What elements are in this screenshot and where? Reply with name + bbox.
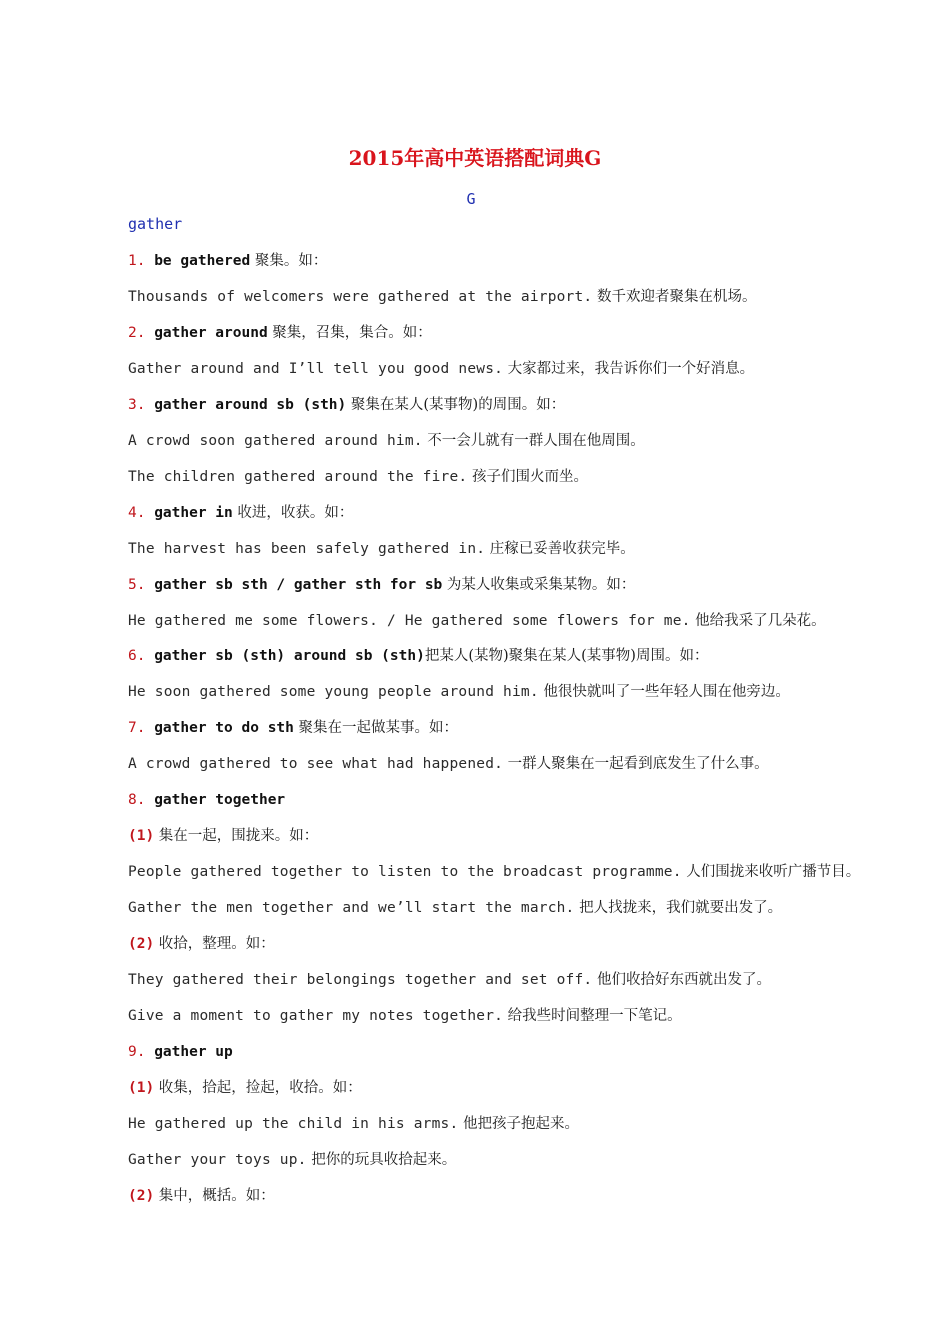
example-translation: 他很快就叫了一些年轻人围在他旁边。 [538,684,790,700]
example-sentence [128,611,826,631]
entry-gloss: 收进，收获。如： [232,505,354,521]
example-translation: 他们收拾好东西就出发了。 [592,972,771,988]
example-sentence [128,1006,682,1026]
example-sentence [128,862,860,882]
entry-gloss: 聚集在一起做某事。如： [293,720,458,736]
sense-gloss: 收集，拾起，捡起，收拾。如： [154,1080,362,1096]
example-translation: 大家都过来，我告诉你们一个好消息。 [503,361,755,377]
example-sentence [128,898,782,918]
entry-number: 4. [128,505,146,521]
example-english: A crowd soon gathered around him. [128,433,423,449]
entry-heading [128,323,432,343]
example-sentence [128,970,771,990]
example-sentence [128,359,754,379]
sense-number: (2) [128,936,155,952]
example-english: He soon gathered some young people around him. [128,684,539,700]
example-english: A crowd gathered to see what had happened. [128,756,504,772]
example-sentence [128,287,756,307]
example-english: He gathered up the child in his arms. [128,1116,459,1132]
example-english: He gathered me some flowers. / He gathered some flowers for me. [128,613,691,629]
sense-number: (1) [128,1080,155,1096]
entry-number: 1. [128,253,146,269]
example-english: Gather the men together and we’ll start the march. [128,900,575,916]
sense-number: (1) [128,828,155,844]
entry-phrase: gather around [154,325,268,341]
example-sentence [128,1150,456,1170]
headword: gather [128,215,183,233]
example-translation: 不一会儿就有一群人围在他周围。 [422,433,645,449]
example-translation: 把你的玩具收拾起来。 [306,1152,457,1168]
entry-heading [128,790,285,810]
example-english: Gather your toys up. [128,1152,307,1168]
entry-number: 9. [128,1044,146,1060]
entry-gloss: 把某人(某物)聚集在某人(某事物)周围。如： [424,648,709,664]
entry-phrase: gather together [154,792,286,808]
entry-heading [128,251,327,271]
entry-phrase: gather sb (sth) around sb (sth) [154,648,425,664]
entry-gloss: 为某人收集或采集某物。如： [442,577,636,593]
example-sentence [128,1114,579,1134]
entry-heading [128,575,635,595]
example-sentence [128,431,645,451]
entry-number: 7. [128,720,146,736]
example-translation: 他把孩子抱起来。 [458,1116,580,1132]
sense-number: (2) [128,1188,155,1204]
sense-heading [128,934,275,954]
entry-heading [128,646,708,666]
entry-gloss: 聚集在某人(某事物)的周围。如： [346,397,566,413]
sense-gloss: 集在一起，围拢来。如： [154,828,319,844]
example-translation: 把人找拢来，我们就要出发了。 [574,900,783,916]
example-english: People gathered together to listen to the broadcast programme. [128,864,682,880]
entry-number: 8. [128,792,146,808]
entry-gloss: 聚集，召集，集合。如： [267,325,432,341]
entry-number: 6. [128,648,146,664]
sense-heading [128,1078,362,1098]
sense-gloss: 集中，概括。如： [154,1188,275,1204]
entry-phrase: gather in [154,505,233,521]
entry-heading [128,395,565,415]
page-title: 2015年高中英语搭配词典G [348,146,602,170]
example-sentence [128,467,588,487]
entry-phrase: gather sb sth / gather sth for sb [154,577,443,593]
entry-phrase: gather to do sth [154,720,294,736]
example-translation: 给我些时间整理一下笔记。 [503,1008,682,1024]
entry-number: 5. [128,577,146,593]
example-english: Give a moment to gather my notes together. [128,1008,504,1024]
example-translation: 一群人聚集在一起看到底发生了什么事。 [503,756,769,772]
example-english: The children gathered around the fire. [128,469,468,485]
entry-heading [128,1042,233,1062]
entry-phrase: gather around sb (sth) [154,397,347,413]
example-english: Thousands of welcomers were gathered at the airport. [128,289,593,305]
entry-gloss: 聚集。如： [250,253,328,269]
example-english: The harvest has been safely gathered in. [128,541,486,557]
example-sentence [128,754,769,774]
example-translation: 他给我采了几朵花。 [690,613,826,629]
entry-heading [128,503,353,523]
entry-phrase: gather up [154,1044,233,1060]
entry-heading [128,718,458,738]
entry-number: 3. [128,397,146,413]
example-sentence [128,539,635,559]
sense-heading [128,826,318,846]
example-english: Gather around and I’ll tell you good news. [128,361,504,377]
example-sentence [128,682,790,702]
example-translation: 数千欢迎者聚集在机场。 [592,289,757,305]
entry-phrase: be gathered [154,253,251,269]
example-translation: 庄稼已妥善收获完毕。 [485,541,635,557]
example-english: They gathered their belongings together and set off. [128,972,593,988]
entry-number: 2. [128,325,146,341]
sense-gloss: 收拾，整理。如： [154,936,275,952]
section-letter: G [466,190,476,208]
example-translation: 人们围拢来收听广播节目。 [681,864,861,880]
example-translation: 孩子们围火而坐。 [467,469,588,485]
sense-heading [128,1186,275,1206]
